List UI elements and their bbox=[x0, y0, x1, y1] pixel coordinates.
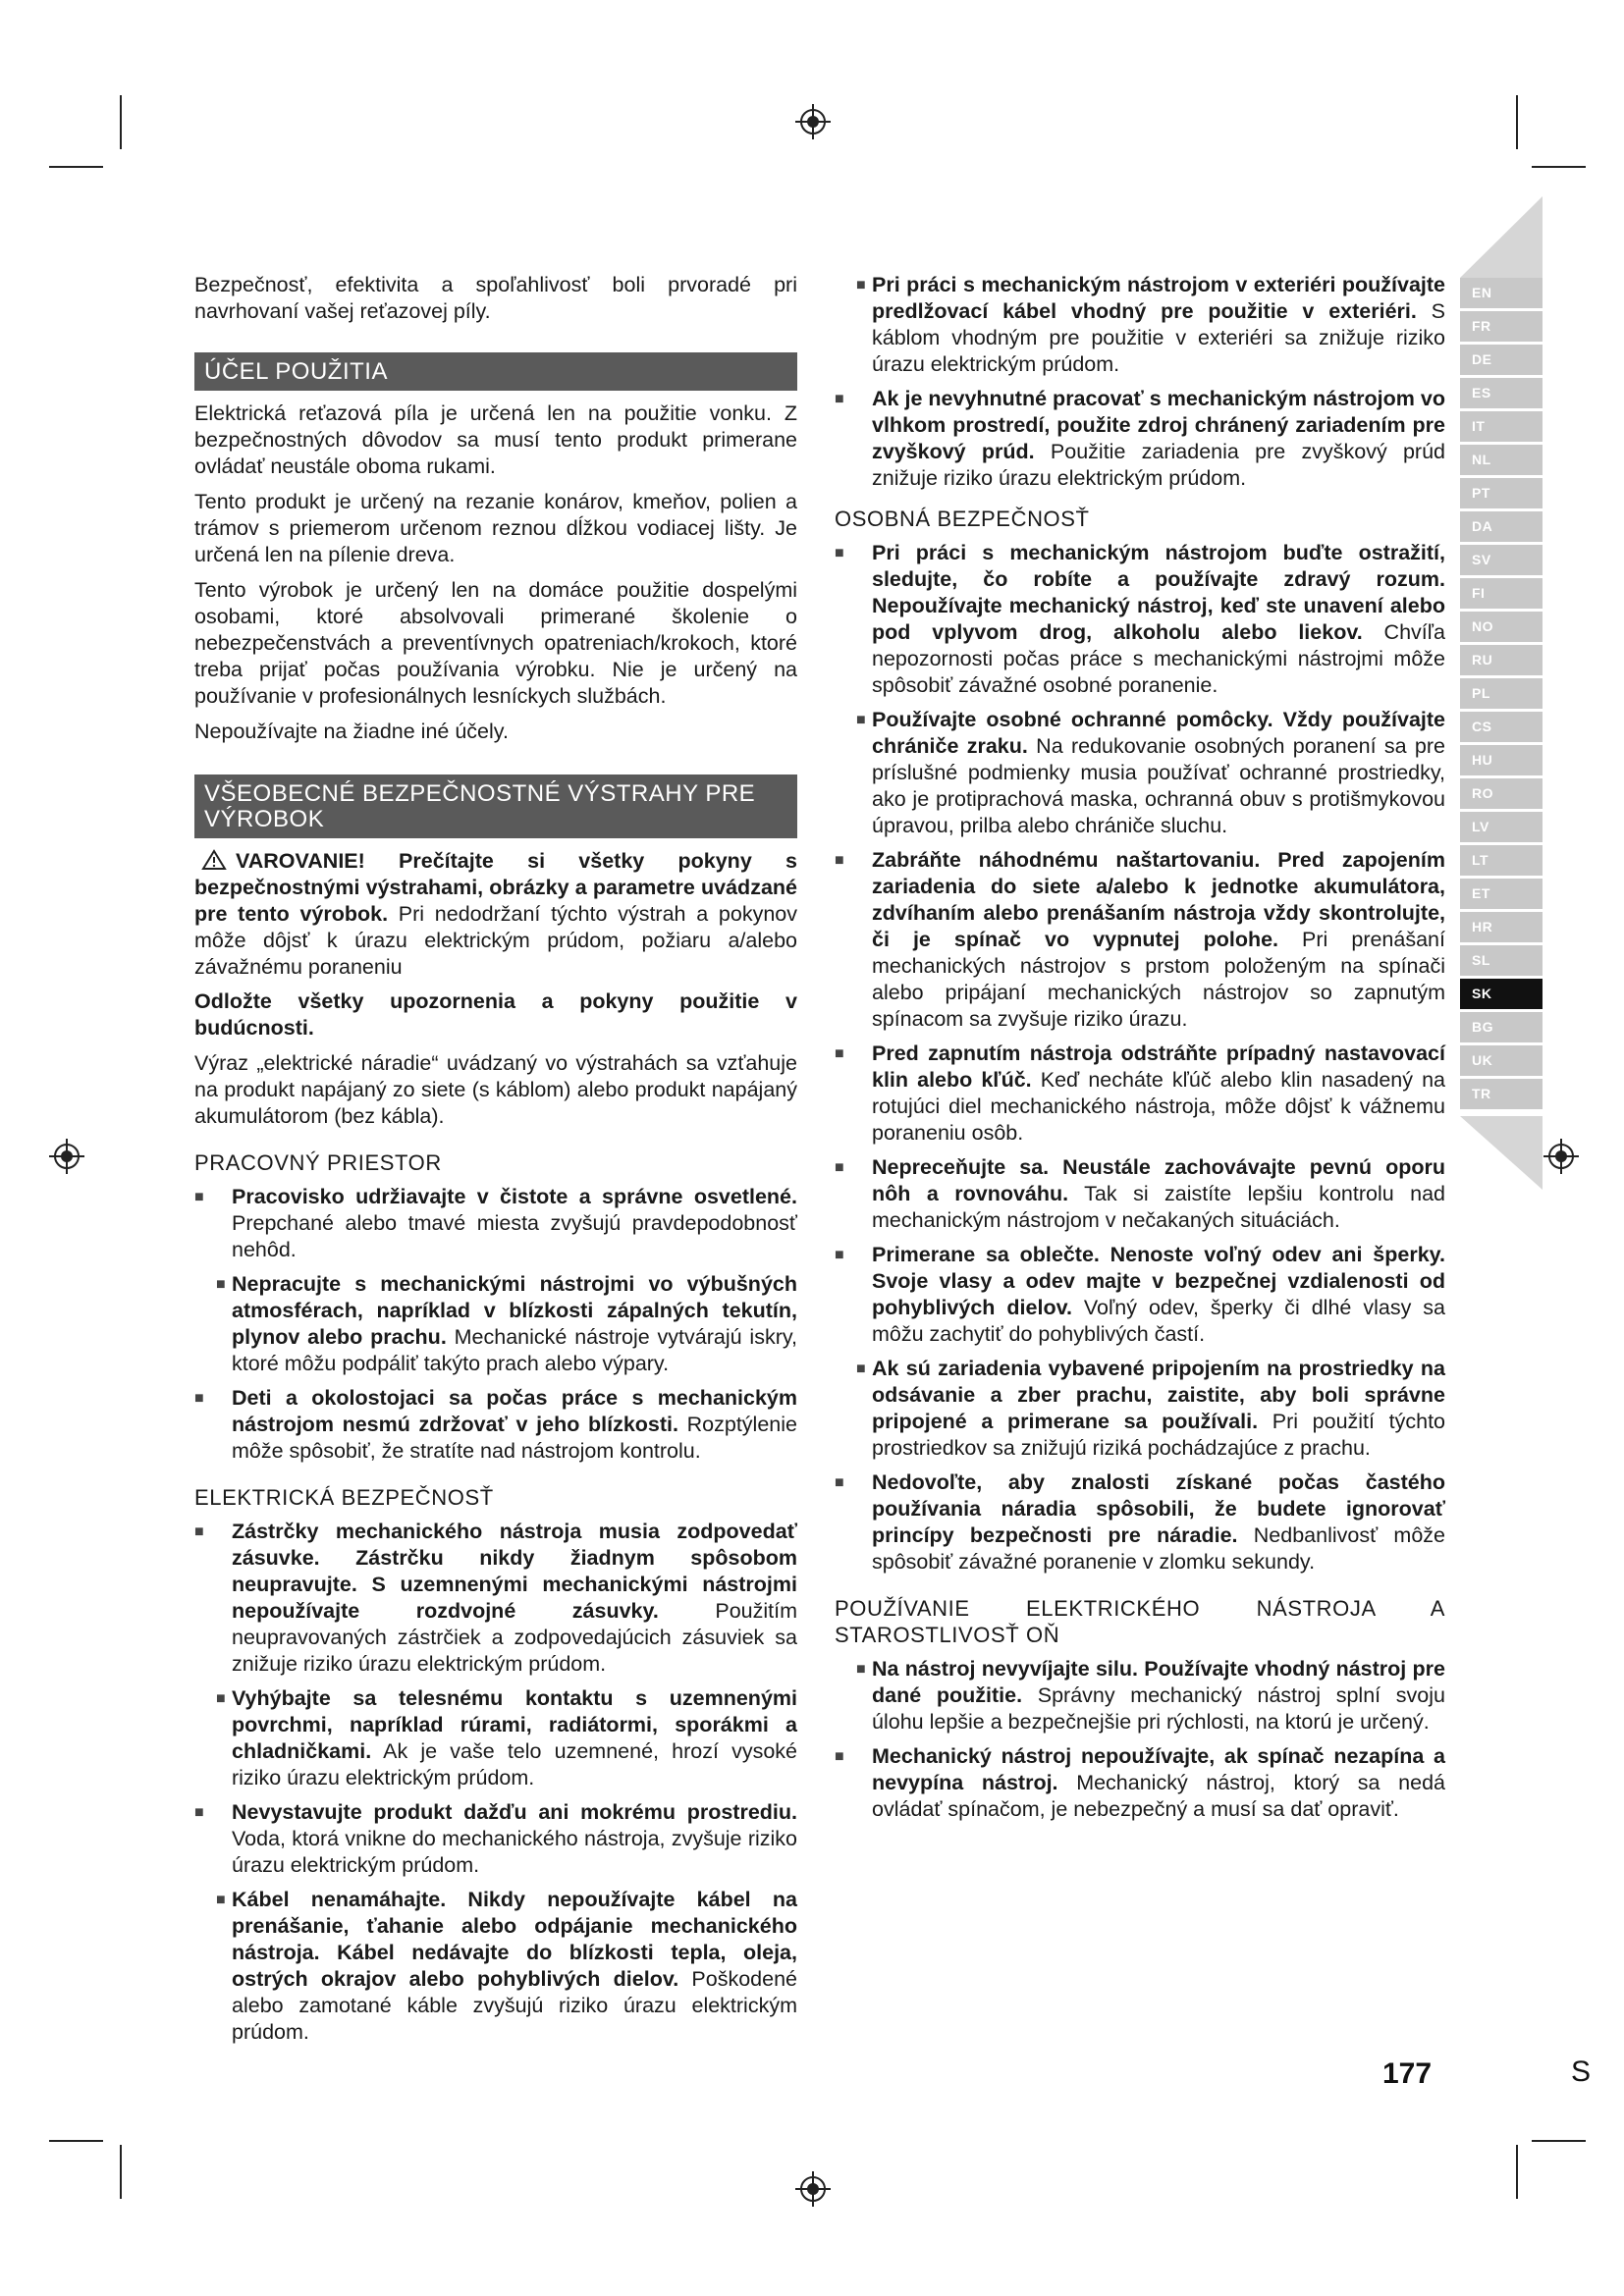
tab-language-pt[interactable]: PT bbox=[1460, 478, 1543, 508]
bullet-icon: ■ bbox=[216, 1276, 226, 1293]
item-heading: Primerane sa oblečte. Nenoste voľný odev ani šperky. Svoje vlasy a odev majte v bezpečnej vzdialenosti od pohyblivých dielov. bbox=[872, 1243, 1445, 1319]
item-text: Na redukovanie osobných poranení sa pre príslušné podmienky musia používať ochranné prostriedky, ako je protiprachová maska, ochranná obuv s protišmykovou úpravou, prilba alebo chrániče sluchu. bbox=[872, 734, 1445, 837]
item-heading: Pred zapnutím nástroja odstráňte prípadný nastavovací klin alebo kľúč. bbox=[872, 1041, 1445, 1092]
crop-mark bbox=[1532, 166, 1586, 168]
warning-triangle-icon bbox=[202, 850, 226, 870]
keep-instructions: Odložte všetky upozornenia a pokyny použitie v budúcnosti. bbox=[194, 989, 797, 1040]
bullet-icon: ■ bbox=[835, 391, 844, 407]
tab-language-it[interactable]: IT bbox=[1460, 411, 1543, 442]
right-column bbox=[835, 272, 1445, 1831]
item-heading: Nevystavujte produkt dažďu ani mokrému prostrediu. bbox=[232, 1800, 797, 1824]
tab-language-sk[interactable]: SK bbox=[1460, 979, 1543, 1009]
left-column bbox=[194, 272, 797, 2054]
warning-heading: VAROVANIE! Prečítajte si všetky pokyny s bezpečnostnými výstrahami, obrázky a parametre uvádzané pre tento výrobok. bbox=[194, 849, 797, 926]
tab-language-ro[interactable]: RO bbox=[1460, 778, 1543, 809]
item-text: Správny mechanický nástroj splní svoju úlohu lepšie a bezpečnejšie pri rýchlosti, na ktorú je určený. bbox=[872, 1683, 1445, 1734]
item-text: Prepchané alebo tmavé miesta zvyšujú pravdepodobnosť nehôd. bbox=[232, 1211, 797, 1261]
bullet-list bbox=[194, 1519, 797, 2046]
item-heading: Mechanický nástroj nepoužívajte, ak spínač nezapína a nevypína nástroj. bbox=[872, 1744, 1445, 1794]
subsection-heading: OSOBNÁ BEZPEČNOSŤ bbox=[835, 507, 1090, 531]
item-text: Ak je vaše telo uzemnené, hrozí vysoké riziko úrazu elektrickým prúdom. bbox=[232, 1739, 797, 1789]
bullet-icon: ■ bbox=[835, 1247, 844, 1263]
paragraph: Výraz „elektrické náradie“ uvádzaný vo výstrahách sa vzťahuje na produkt napájaný zo siete (s káblom) alebo produkt napájaný akumulátorom (bez kábla). bbox=[194, 1051, 797, 1128]
item-text: S káblom vhodným pre použitie v exteriéri sa znižuje riziko úrazu elektrickým prúdom. bbox=[872, 299, 1445, 376]
bullet-icon: ■ bbox=[216, 1690, 226, 1707]
tab-language-en[interactable]: EN bbox=[1460, 278, 1543, 308]
item-heading: Používajte osobné ochranné pomôcky. Vždy používajte chrániče zraku. bbox=[872, 708, 1445, 758]
item-heading: Zabráňte náhodnému naštartovaniu. Pred zapojením zariadenia do siete a/alebo k jednotke akumulátora, zdvíhaním alebo prenášaním nástroja vždy skontrolujte, či je spínač vo vypnutej polohe. bbox=[872, 848, 1445, 951]
list-item bbox=[194, 1271, 797, 1377]
crop-mark bbox=[49, 2140, 103, 2142]
tab-language-nl[interactable]: NL bbox=[1460, 445, 1543, 475]
tab-language-sl[interactable]: SL bbox=[1460, 945, 1543, 976]
item-text: Poškodené alebo zamotané káble zvyšujú riziko úrazu elektrickým prúdom. bbox=[232, 1967, 798, 2044]
paragraph: Nepoužívajte na žiadne iné účely. bbox=[194, 720, 509, 743]
item-heading: Ak sú zariadenia vybavené pripojením na prostriedky na odsávanie a zber prachu, zaistite, aby boli správne pripojené a primerane sa používali. bbox=[872, 1357, 1445, 1433]
registration-mark-icon bbox=[795, 2171, 831, 2207]
tab-footer-triangle bbox=[1460, 1116, 1543, 1190]
item-heading: Pracovisko udržiavajte v čistote a správne osvetlené. bbox=[232, 1185, 797, 1208]
item-text: Mechanické nástroje vytvárajú iskry, ktoré môžu podpáliť takýto prach alebo výpary. bbox=[232, 1325, 797, 1375]
tab-header-triangle bbox=[1460, 196, 1543, 278]
bullet-list bbox=[835, 272, 1445, 492]
bullet-icon: ■ bbox=[856, 1661, 866, 1678]
edge-glyph: S bbox=[1571, 2056, 1592, 2088]
item-heading: Ak je nevyhnutné pracovať s mechanickým nástrojom vo vlhkom prostredí, použite zdroj chránený zariadením pre zvyškový prúd. bbox=[872, 387, 1445, 463]
bullet-icon: ■ bbox=[835, 1748, 844, 1765]
bullet-icon: ■ bbox=[194, 1523, 204, 1540]
crop-mark bbox=[120, 2145, 122, 2199]
item-text: Použitím neupravovaných zástrčiek a zodpovedajúcich zásuviek sa znižuje riziko úrazu elektrickým prúdom. bbox=[232, 1599, 797, 1676]
item-heading: Vyhýbajte sa telesnému kontaktu s uzemnenými povrchmi, napríklad rúrami, radiátormi, sporákmi a chladničkami. bbox=[232, 1686, 797, 1763]
tab-language-sv[interactable]: SV bbox=[1460, 545, 1543, 575]
list-item bbox=[835, 1656, 1445, 1735]
item-text: Rozptýlenie môže spôsobiť, že stratíte nad nástrojom kontrolu. bbox=[232, 1413, 797, 1463]
tab-language-lv[interactable]: LV bbox=[1460, 812, 1543, 842]
tab-language-fi[interactable]: FI bbox=[1460, 578, 1543, 609]
crop-mark bbox=[1532, 2140, 1586, 2142]
tab-language-de[interactable]: DE bbox=[1460, 345, 1543, 375]
paragraph: Elektrická reťazová píla je určená len na použitie vonku. Z bezpečnostných dôvodov sa musí tento produkt primerane ovládať neustále oboma rukami. bbox=[194, 401, 797, 478]
item-heading: Pri práci s mechanickým nástrojom v exteriéri používajte predlžovací kábel vhodný pre použitie v exteriéri. bbox=[872, 273, 1445, 323]
item-heading: Nepreceňujte sa. Neustále zachovávajte pevnú oporu nôh a rovnováhu. bbox=[872, 1155, 1445, 1205]
warning-text: Pri nedodržaní týchto výstrah a pokynov môže dôjsť k úrazu elektrickým prúdom, požiaru a/alebo závažnému poraneniu bbox=[194, 902, 797, 979]
list-item bbox=[194, 1184, 797, 1263]
list-item bbox=[835, 1356, 1445, 1462]
item-heading: Deti a okolostojaci sa počas práce s mechanickým nástrojom nesmú zdržovať v jeho blízkosti. bbox=[232, 1386, 797, 1436]
item-text: Pri použití týchto prostriedkov sa znižujú riziká pochádzajúce z prachu. bbox=[872, 1410, 1446, 1460]
tab-language-pl[interactable]: PL bbox=[1460, 678, 1543, 709]
registration-mark-icon bbox=[49, 1139, 84, 1174]
item-heading: Nepracujte s mechanickými nástrojmi vo výbušných atmosférach, napríklad v blízkosti zápalných tekutín, plynov alebo prachu. bbox=[232, 1272, 797, 1349]
language-tabs bbox=[1460, 278, 1543, 1112]
list-item bbox=[194, 1385, 797, 1465]
tab-language-tr[interactable]: TR bbox=[1460, 1079, 1543, 1109]
bullet-icon: ■ bbox=[835, 545, 844, 561]
list-item bbox=[835, 386, 1445, 492]
bullet-icon: ■ bbox=[194, 1189, 204, 1205]
tab-language-uk[interactable]: UK bbox=[1460, 1045, 1543, 1076]
list-item bbox=[194, 1887, 797, 2046]
paragraph: Tento výrobok je určený len na domáce použitie dospelými osobami, ktoré absolvovali primerané školenie o nebezpečenstvách a preventívnych opatreniach/krokoch, ktoré treba prijať počas používania výrobku. Nie je určený na používanie v profesionálnych lesníckych službách. bbox=[194, 578, 797, 708]
registration-mark-icon bbox=[795, 104, 831, 139]
list-item bbox=[835, 272, 1445, 378]
bullet-icon: ■ bbox=[194, 1390, 204, 1407]
bullet-list bbox=[835, 1656, 1445, 1823]
item-text: Mechanický nástroj, ktorý sa nedá ovládať spínačom, je nebezpečný a musí sa dať opraviť. bbox=[872, 1771, 1445, 1821]
item-text: Nedbanlivosť môže spôsobiť závažné poranenie v zlomku sekundy. bbox=[872, 1523, 1445, 1574]
bullet-icon: ■ bbox=[835, 1045, 844, 1062]
tab-language-cs[interactable]: CS bbox=[1460, 712, 1543, 742]
item-text: Pri prenášaní mechanických nástrojov s prstom položeným na spínači alebo pripájaní mechanických nástrojov so zapnutým spínacom sa zvyšuje riziko úrazu. bbox=[872, 928, 1445, 1031]
bullet-icon: ■ bbox=[194, 1804, 204, 1821]
bullet-icon: ■ bbox=[835, 1474, 844, 1491]
bullet-icon: ■ bbox=[835, 852, 844, 869]
subsection-heading: POUŽÍVANIE ELEKTRICKÉHO NÁSTROJA A STAROSTLIVOSŤ OŇ bbox=[835, 1596, 1445, 1647]
tab-language-et[interactable]: ET bbox=[1460, 879, 1543, 909]
crop-mark bbox=[1516, 95, 1518, 149]
bullet-icon: ■ bbox=[856, 1361, 866, 1377]
list-item bbox=[835, 1743, 1445, 1823]
tab-language-no[interactable]: NO bbox=[1460, 612, 1543, 642]
intro-text: Bezpečnosť, efektivita a spoľahlivosť boli prvoradé pri navrhovaní vašej reťazovej píly. bbox=[194, 273, 797, 323]
item-text: Voda, ktorá vnikne do mechanického nástroja, zvyšuje riziko úrazu elektrickým prúdom. bbox=[232, 1827, 797, 1877]
tab-language-lt[interactable]: LT bbox=[1460, 845, 1543, 876]
list-item bbox=[835, 1154, 1445, 1234]
tab-language-bg[interactable]: BG bbox=[1460, 1012, 1543, 1042]
list-item bbox=[194, 1685, 797, 1791]
bullet-icon: ■ bbox=[856, 277, 866, 294]
item-heading: Zástrčky mechanického nástroja musia zodpovedať zásuvke. Zástrčku nikdy žiadnym spôsobom neupravujte. S uzemnenými mechanickými nástrojmi nepoužívajte rozdvojné zásuvky. bbox=[232, 1520, 797, 1623]
item-text: Chvíľa nepozornosti počas práce s mechanickými nástrojmi môže spôsobiť závažné osobné poranenie. bbox=[872, 620, 1445, 697]
bullet-list bbox=[194, 1184, 797, 1465]
warning-block bbox=[194, 848, 797, 981]
bullet-list bbox=[835, 540, 1445, 1575]
item-heading: Na nástroj nevyvíjajte silu. Používajte vhodný nástroj pre dané použitie. bbox=[872, 1657, 1445, 1707]
list-item bbox=[194, 1799, 797, 1879]
item-heading: Kábel nenamáhajte. Nikdy nepoužívajte kábel na prenášanie, ťahanie alebo odpájanie mechanického nástroja. Kábel nedávajte do blízkosti tepla, oleja, ostrých okrajov alebo pohyblivých dielov. bbox=[232, 1888, 797, 1991]
registration-mark-icon bbox=[1543, 1139, 1579, 1174]
item-text: Voľný odev, šperky či dlhé vlasy sa môžu zachytiť do pohyblivých častí. bbox=[872, 1296, 1445, 1346]
tab-language-fr[interactable]: FR bbox=[1460, 311, 1543, 342]
crop-mark bbox=[120, 95, 122, 149]
list-item bbox=[835, 540, 1445, 699]
list-item bbox=[835, 1242, 1445, 1348]
item-heading: Pri práci s mechanickým nástrojom buďte ostražití, sledujte, čo robíte a používajte zdravý rozum. Nepoužívajte mechanický nástroj, keď ste unavení alebo pod vplyvom drog, alkoholu alebo liekov. bbox=[872, 541, 1445, 644]
item-text: Použitie zariadenia pre zvyškový prúd znižuje riziko úrazu elektrickým prúdom. bbox=[872, 440, 1445, 490]
tab-language-hu[interactable]: HU bbox=[1460, 745, 1543, 775]
item-heading: Nedovoľte, aby znalosti získané počas častého používania náradia spôsobili, že budete ignorovať princípy bezpečnosti pre náradie. bbox=[872, 1470, 1445, 1547]
list-item bbox=[835, 847, 1445, 1033]
crop-mark bbox=[1516, 2145, 1518, 2199]
section-heading: VŠEOBECNÉ BEZPEČNOSTNÉ VÝSTRAHY PRE VÝROBOK bbox=[194, 774, 797, 838]
list-item bbox=[835, 1469, 1445, 1575]
bullet-icon: ■ bbox=[835, 1159, 844, 1176]
list-item bbox=[835, 707, 1445, 839]
list-item bbox=[835, 1041, 1445, 1147]
page-number: 177 bbox=[1382, 2057, 1433, 2090]
item-text: Tak si zaistíte lepšiu kontrolu nad mechanickým nástrojom v nečakaných situáciách. bbox=[872, 1182, 1445, 1232]
list-item bbox=[194, 1519, 797, 1678]
item-text: Keď necháte kľúč alebo klin nasadený na rotujúci diel mechanického nástroja, môže dôjsť k vážnemu poraneniu osôb. bbox=[872, 1068, 1445, 1145]
tab-language-hr[interactable]: HR bbox=[1460, 912, 1543, 942]
bullet-icon: ■ bbox=[856, 712, 866, 728]
tab-language-da[interactable]: DA bbox=[1460, 511, 1543, 542]
bullet-icon: ■ bbox=[216, 1892, 226, 1908]
subsection-heading: ELEKTRICKÁ BEZPEČNOSŤ bbox=[194, 1485, 494, 1510]
crop-mark bbox=[49, 166, 103, 168]
subsection-heading: PRACOVNÝ PRIESTOR bbox=[194, 1150, 442, 1175]
paragraph: Tento produkt je určený na rezanie konárov, kmeňov, polien a trámov s priemerom určenom reznou dĺžkou vodiacej lišty. Je určená len na pílenie dreva. bbox=[194, 490, 797, 566]
tab-language-es[interactable]: ES bbox=[1460, 378, 1543, 408]
section-heading: ÚČEL POUŽITIA bbox=[194, 352, 797, 391]
tab-language-ru[interactable]: RU bbox=[1460, 645, 1543, 675]
